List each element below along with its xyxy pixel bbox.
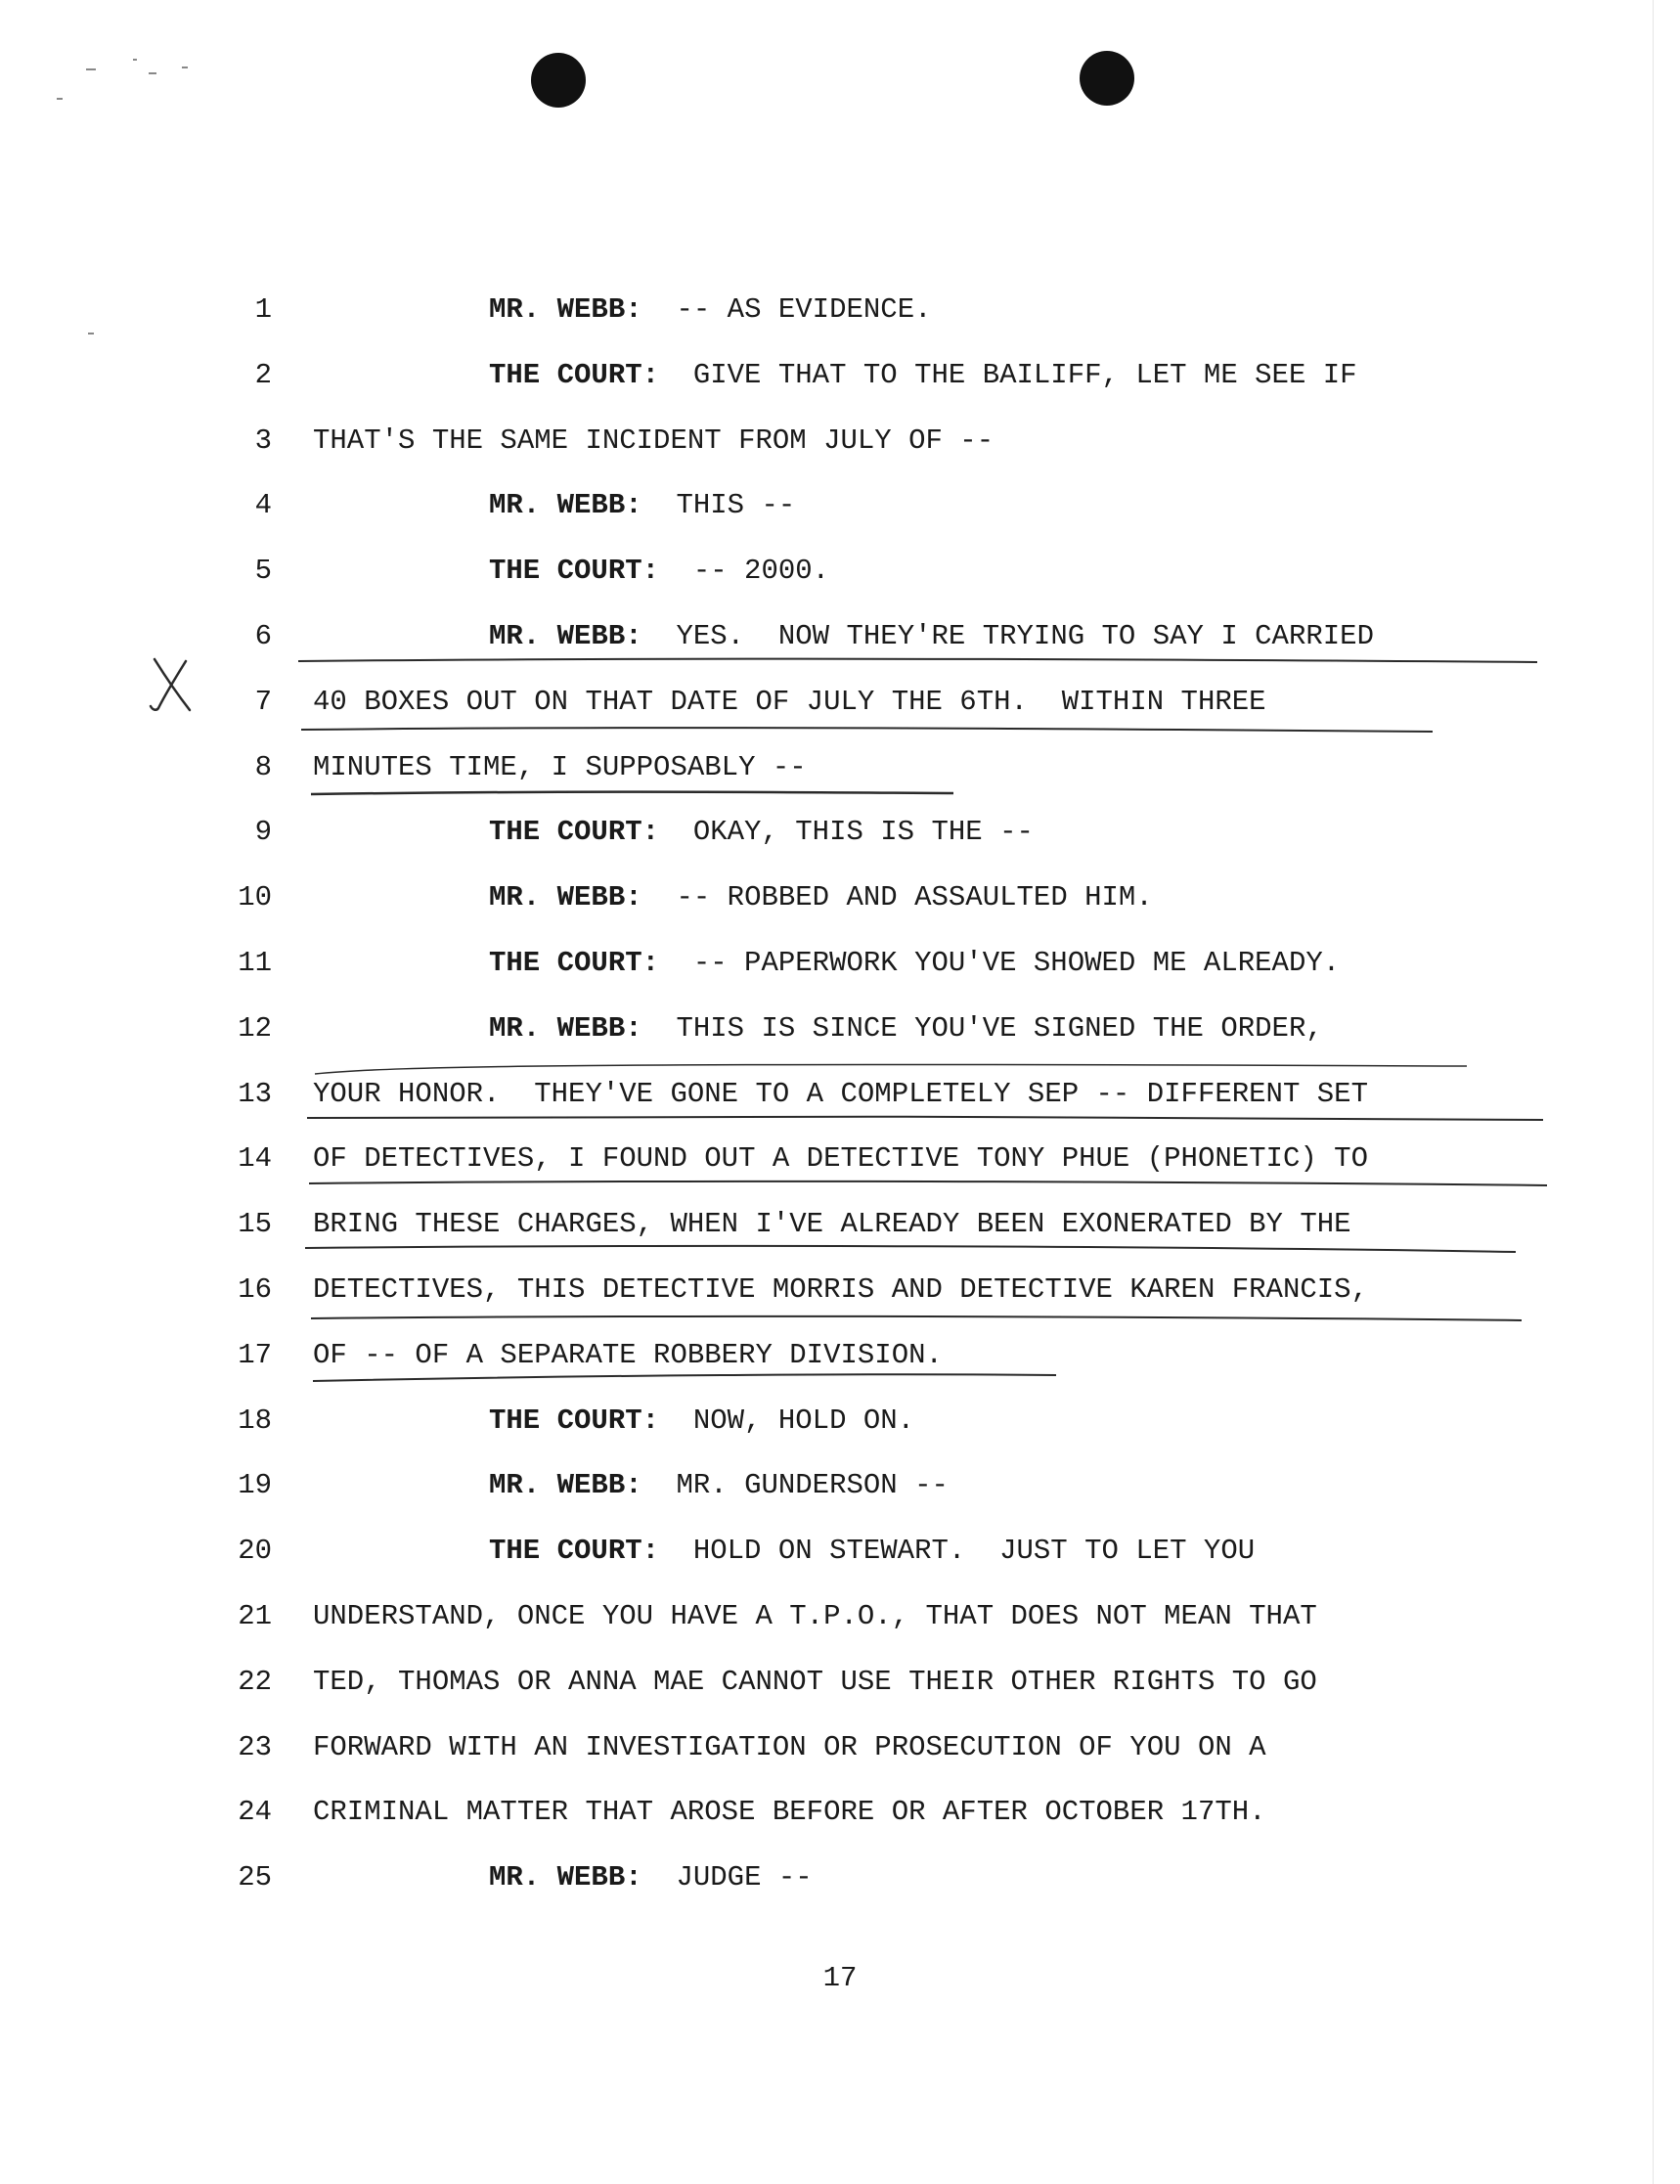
speaker-label: MR. WEBB:	[489, 293, 642, 326]
line-number: 7	[254, 685, 272, 718]
line-number: 19	[238, 1469, 272, 1502]
transcript-line	[0, 1466, 1680, 1505]
spoken-text: THAT'S THE SAME INCIDENT FROM JULY OF --	[313, 423, 995, 457]
transcript-line	[0, 1205, 1680, 1244]
line-number: 15	[238, 1208, 272, 1241]
line-text	[313, 1597, 1317, 1636]
scan-speck	[182, 67, 188, 68]
transcript-line	[0, 1402, 1680, 1441]
transcript-line	[0, 944, 1680, 983]
speaker-label: THE COURT:	[489, 1535, 660, 1568]
spoken-text: THIS IS SINCE YOU'VE SIGNED THE ORDER,	[676, 1011, 1323, 1045]
spoken-text: HOLD ON STEWART. JUST TO LET YOU	[692, 1535, 1256, 1568]
spoken-text: MINUTES TIME, I SUPPOSABLY --	[313, 750, 807, 783]
transcript-line	[0, 1270, 1680, 1310]
line-text	[313, 683, 1266, 722]
page-number: 17	[822, 1962, 858, 1994]
transcript-line	[0, 1728, 1680, 1767]
transcript-line	[0, 1336, 1680, 1375]
line-number: 13	[238, 1077, 272, 1110]
transcript-line	[0, 486, 1680, 525]
line-text	[313, 1205, 1351, 1244]
scan-speck	[149, 72, 156, 74]
transcript-line	[0, 1597, 1680, 1636]
spoken-text: THIS --	[676, 489, 796, 522]
line-text	[489, 617, 1374, 656]
spoken-text: OF -- OF A SEPARATE ROBBERY DIVISION.	[313, 1338, 943, 1371]
line-number: 24	[238, 1796, 272, 1829]
transcript-line	[0, 356, 1680, 395]
spoken-text: DETECTIVES, THIS DETECTIVE MORRIS AND DETECTIVE KAREN FRANCIS,	[313, 1273, 1368, 1306]
line-text	[489, 1532, 1255, 1571]
line-text	[313, 1793, 1266, 1832]
speaker-label: MR. WEBB:	[489, 1011, 642, 1045]
line-number: 1	[254, 293, 272, 326]
spoken-text: -- ROBBED AND ASSAULTED HIM.	[676, 881, 1153, 914]
line-text	[489, 1402, 914, 1441]
line-text	[313, 1139, 1368, 1179]
transcript-line	[0, 1793, 1680, 1832]
line-number: 8	[254, 750, 272, 783]
speaker-label: MR. WEBB:	[489, 881, 642, 914]
line-number: 20	[238, 1535, 272, 1568]
line-number: 4	[254, 489, 272, 522]
line-text	[489, 290, 932, 330]
line-number: 23	[238, 1730, 272, 1763]
spoken-text: 40 BOXES OUT ON THAT DATE OF JULY THE 6TH. WITHIN THREE	[313, 685, 1266, 718]
transcript-line	[0, 617, 1680, 656]
line-text	[313, 1270, 1368, 1310]
speaker-label: MR. WEBB:	[489, 1861, 642, 1894]
spoken-text: OKAY, THIS IS THE --	[692, 816, 1034, 849]
scan-speck	[133, 59, 137, 61]
line-text	[489, 552, 829, 591]
transcript-line	[0, 290, 1680, 330]
spoken-text: TED, THOMAS OR ANNA MAE CANNOT USE THEIR OTHER RIGHTS TO GO	[313, 1665, 1317, 1698]
transcript-line	[0, 422, 1680, 461]
line-text	[313, 1728, 1266, 1767]
line-number: 17	[238, 1338, 272, 1371]
speaker-label: THE COURT:	[489, 358, 660, 391]
line-number: 2	[254, 358, 272, 391]
line-text	[313, 1663, 1317, 1702]
transcript-line	[0, 878, 1680, 917]
speaker-label: THE COURT:	[489, 816, 660, 849]
spoken-text: GIVE THAT TO THE BAILIFF, LET ME SEE IF	[692, 358, 1357, 391]
binder-hole-icon	[531, 53, 586, 108]
transcript-line	[0, 1075, 1680, 1114]
line-text	[489, 356, 1357, 395]
line-text	[313, 1336, 943, 1375]
line-text	[489, 1466, 949, 1505]
scan-speck	[57, 98, 63, 100]
line-text	[313, 1075, 1368, 1114]
line-number: 6	[254, 620, 272, 652]
line-number: 10	[238, 881, 272, 914]
transcript-line	[0, 748, 1680, 787]
speaker-label: THE COURT:	[489, 1404, 660, 1437]
line-number: 11	[238, 947, 272, 979]
line-text	[489, 1009, 1323, 1048]
speaker-label: MR. WEBB:	[489, 620, 642, 652]
transcript-line	[0, 683, 1680, 722]
spoken-text: BRING THESE CHARGES, WHEN I'VE ALREADY BEEN EXONERATED BY THE	[313, 1208, 1351, 1241]
line-text	[313, 422, 994, 461]
spoken-text: FORWARD WITH AN INVESTIGATION OR PROSECUTION OF YOU ON A	[313, 1730, 1266, 1763]
line-number: 3	[254, 423, 272, 457]
speaker-label: MR. WEBB:	[489, 1469, 642, 1502]
line-number: 25	[238, 1861, 272, 1894]
line-text	[489, 1858, 813, 1897]
transcript-line	[0, 1858, 1680, 1897]
transcript-line	[0, 552, 1680, 591]
spoken-text: JUDGE --	[676, 1861, 813, 1894]
binder-hole-icon	[1080, 51, 1134, 106]
line-number: 18	[238, 1404, 272, 1437]
line-text	[489, 813, 1034, 852]
line-text	[313, 748, 807, 787]
speaker-label: THE COURT:	[489, 555, 660, 588]
transcript-line	[0, 1532, 1680, 1571]
line-text	[489, 878, 1153, 917]
line-number: 22	[238, 1665, 272, 1698]
scan-speck	[86, 68, 96, 70]
spoken-text: NOW, HOLD ON.	[692, 1404, 915, 1437]
spoken-text: -- AS EVIDENCE.	[676, 293, 932, 326]
spoken-text: -- 2000.	[692, 555, 830, 588]
line-text	[489, 944, 1340, 983]
line-number: 14	[238, 1142, 272, 1176]
spoken-text: CRIMINAL MATTER THAT AROSE BEFORE OR AFTER OCTOBER 17TH.	[313, 1796, 1266, 1829]
transcript-line	[0, 1009, 1680, 1048]
line-number: 9	[254, 816, 272, 849]
transcript-line	[0, 813, 1680, 852]
scan-speck	[88, 333, 94, 334]
transcript-line	[0, 1663, 1680, 1702]
speaker-label: MR. WEBB:	[489, 489, 642, 522]
spoken-text: OF DETECTIVES, I FOUND OUT A DETECTIVE TONY PHUE (PHONETIC) TO	[313, 1142, 1368, 1176]
speaker-label: THE COURT:	[489, 947, 660, 979]
line-number: 5	[254, 555, 272, 588]
spoken-text: UNDERSTAND, ONCE YOU HAVE A T.P.O., THAT DOES NOT MEAN THAT	[313, 1600, 1317, 1632]
transcript-line	[0, 1139, 1680, 1179]
spoken-text: -- PAPERWORK YOU'VE SHOWED ME ALREADY.	[692, 947, 1341, 979]
line-number: 21	[238, 1600, 272, 1632]
spoken-text: YOUR HONOR. THEY'VE GONE TO A COMPLETELY SEP -- DIFFERENT SET	[313, 1077, 1368, 1110]
spoken-text: MR. GUNDERSON --	[676, 1469, 949, 1502]
spoken-text: YES. NOW THEY'RE TRYING TO SAY I CARRIED	[676, 620, 1374, 652]
line-number: 12	[238, 1011, 272, 1045]
line-text	[489, 486, 795, 525]
line-number: 16	[238, 1273, 272, 1306]
